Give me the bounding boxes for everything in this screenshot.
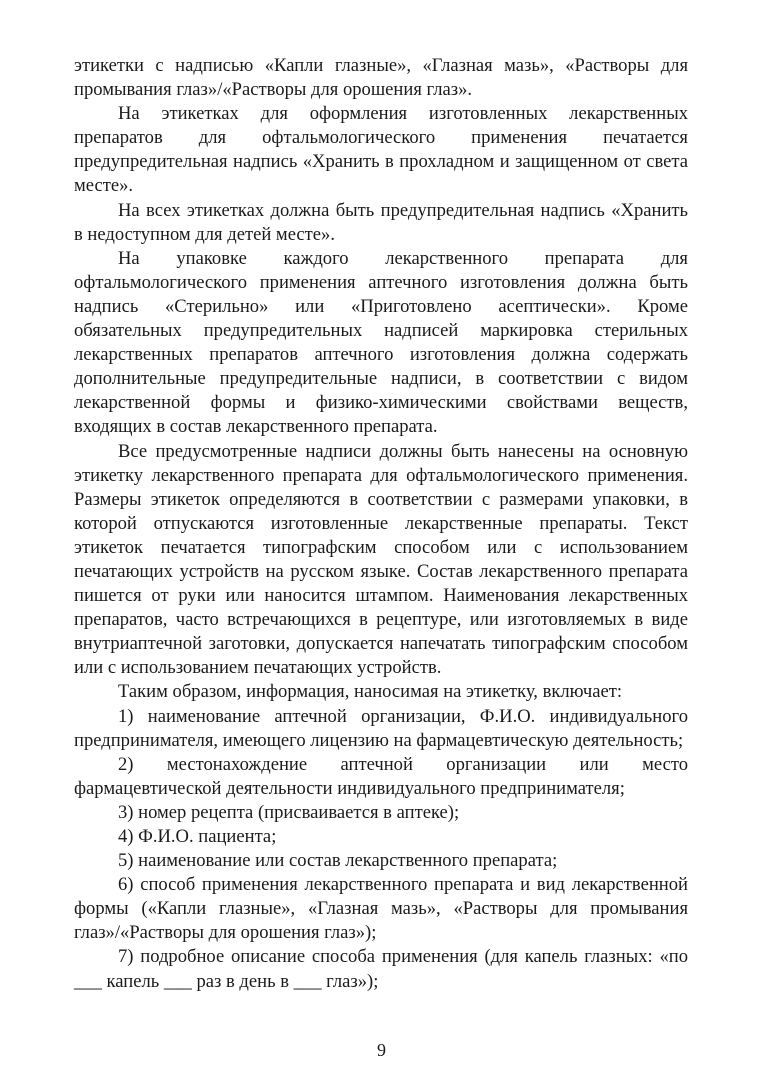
page-number: 9 — [377, 1040, 386, 1060]
paragraph-sterile-label: На упаковке каждого лекарственного препарата для офтальмологического применения аптечного изготовления должна быть надпись «Стерильно» или «Приготовлено асептически». Кроме обязательных предупредительных надписей маркировка стерильных лекарственных препаратов аптечного изготовления должна содержать дополнительные предупредительные надписи, в соответствии с видом лекарственной формы и физико-химическими свойствами веществ, входящих в состав лекарственного препарата. — [74, 247, 688, 438]
paragraph-storage-warning: На этикетках для оформления изготовленных лекарственных препаратов для офтальмологического применения печатается предупредительная надпись «Хранить в прохладном и защищенном от света месте». — [74, 103, 688, 197]
list-item-7: 7) подробное описание способа применения (для капель глазных: «по ___ капель ___ раз в день в ___ глаз»); — [74, 946, 688, 992]
paragraph-continuation: этикетки с надписью «Капли глазные», «Глазная мазь», «Растворы для промывания глаз»/«Растворы для орошения глаз». — [74, 55, 688, 101]
list-item-3: 3) номер рецепта (присваивается в аптеке); — [118, 801, 460, 823]
paragraph-list-intro: Таким образом, информация, наносимая на этикетку, включает: — [118, 681, 622, 703]
paragraph-label-requirements: Все предусмотренные надписи должны быть нанесены на основную этикетку лекарственного препарата для офтальмологического применения. Размеры этикеток определяются в соответствии с размерами упаковки, в которой отпускаются изготовленные лекарственные препараты. Текст этикеток печатается типографским способом или с использованием печатающих устройств на русском языке. Состав лекарственного препарата пишется от руки или наносится штампом. Наименования лекарственных препаратов, часто встречающихся в рецептуре, или изготовляемых в виде внутриаптечной заготовки, допускается напечатать типографским способом или с использованием печатающих устройств. — [74, 440, 688, 679]
list-item-6: 6) способ применения лекарственного препарата и вид лекарственной формы («Капли глазные», «Глазная мазь», «Растворы для промывания глаз»/«Растворы для орошения глаз»); — [74, 874, 688, 944]
list-item-2: 2) местонахождение аптечной организации или место фармацевтической деятельности индивидуального предпринимателя; — [74, 753, 688, 799]
list-item-1: 1) наименование аптечной организации, Ф.И.О. индивидуального предпринимателя, имеющего лицензию на фармацевтическую деятельность; — [74, 705, 688, 751]
page-body — [74, 54, 688, 994]
paragraph-children-warning: На всех этикетках должна быть предупредительная надпись «Хранить в недоступном для детей месте». — [74, 199, 688, 245]
list-item-5: 5) наименование или состав лекарственного препарата; — [118, 850, 558, 872]
list-item-4: 4) Ф.И.О. пациента; — [118, 826, 277, 847]
